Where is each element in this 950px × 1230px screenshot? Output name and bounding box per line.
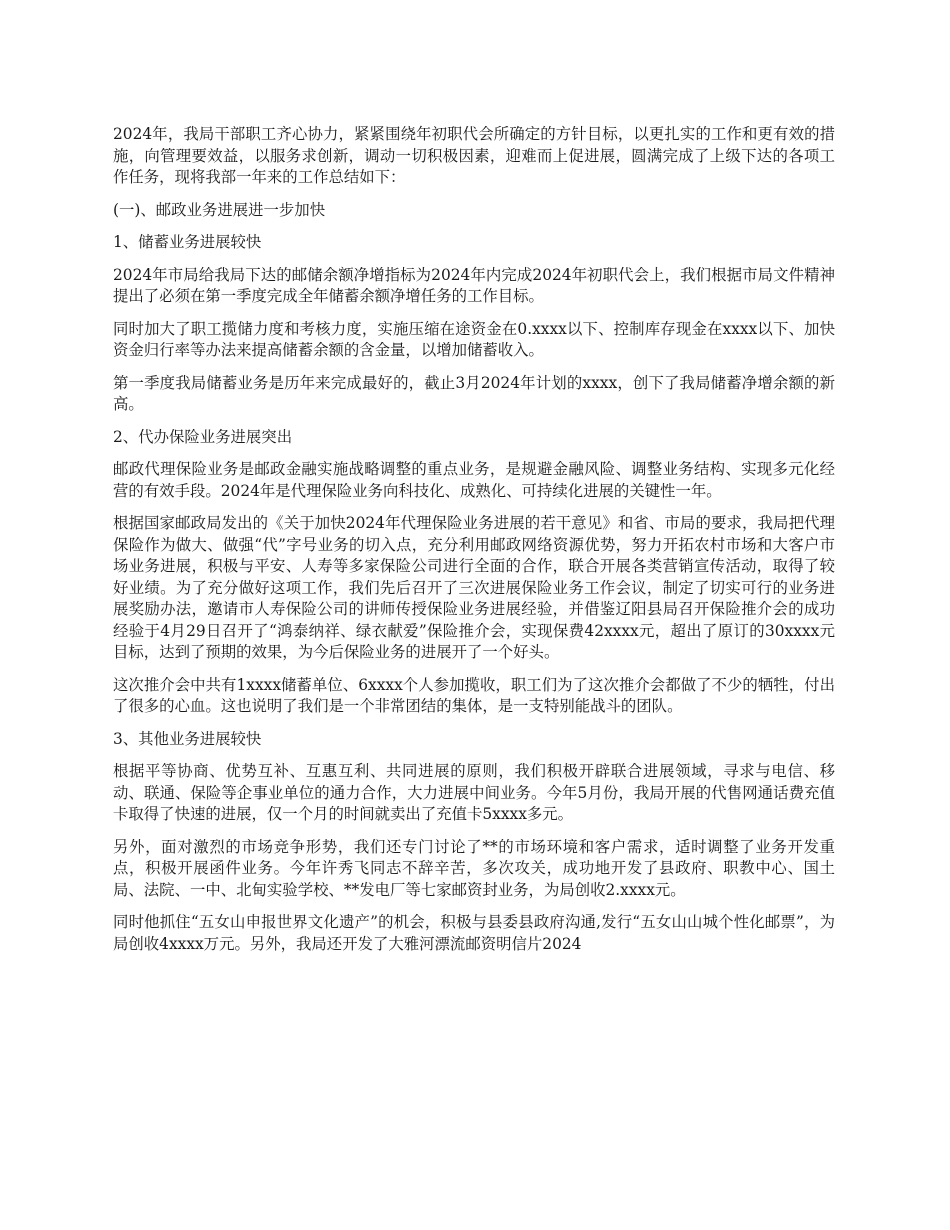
- section-heading-postal-business: (一)、邮政业务进展进一步加快: [113, 200, 326, 219]
- document-body: [113, 124, 835, 966]
- subheading-savings: 1、储蓄业务进展较快: [113, 233, 262, 251]
- mail-business-paragraph: 另外，面对激烈的市场竞争形势，我们还专门讨论了**的市场环境和客户需求，适时调整了业务开发重点，积极开展函件业务。今年许秀飞同志不辞辛苦，多次攻关，成功地开发了县政府、职教中心、国土局、法院、一中、北甸实验学校、**发电厂等七家邮资封业务，为局创收2.xxxx元。: [113, 837, 835, 899]
- savings-target-paragraph: 2024年市局给我局下达的邮储余额净增指标为2024年内完成2024年初职代会上，我们根据市局文件精神提出了必须在第一季度完成全年储蓄余额净增任务的工作目标。: [113, 265, 835, 305]
- intro-paragraph: 2024年，我局干部职工齐心协力，紧紧围绕年初职代会所确定的方针目标，以更扎实的工作和更有效的措施，向管理要效益，以服务求创新，调动一切积极因素，迎难而上促进展，圆满完成了上级下达的各项工作任务，现将我部一年来的工作总结如下：: [113, 125, 835, 186]
- savings-measures-paragraph: 同时加大了职工揽储力度和考核力度，实施压缩在途资金在0.xxxx以下、控制库存现金在xxxx以下、加快资金归行率等办法来提高储蓄余额的含金量，以增加储蓄收入。: [113, 319, 835, 359]
- insurance-intro-paragraph: 邮政代理保险业务是邮政金融实施战略调整的重点业务，是规避金融风险、调整业务结构、实现多元化经营的有效手段。2024年是代理保险业务向科技化、成熟化、可持续化进展的关键性一年。: [113, 460, 835, 500]
- subheading-other-business: 3、其他业务进展较快: [113, 729, 262, 748]
- stamp-business-paragraph: 同时他抓住“五女山申报世界文化遗产”的机会，积极与县委县政府沟通,发行“五女山山城个性化邮票”，为局创收4xxxx万元。另外，我局还开发了大雅河漂流邮资明信片2024: [113, 913, 835, 953]
- insurance-event-paragraph: 这次推介会中共有1xxxx储蓄单位、6xxxx个人参加揽收，职工们为了这次推介会都做了不少的牺牲，付出了很多的心血。这也说明了我们是一个非常团结的集体，是一支特别能战斗的团队。: [113, 675, 835, 715]
- savings-result-paragraph: 第一季度我局储蓄业务是历年来完成最好的，截止3月2024年计划的xxxx，创下了我局储蓄净增余额的新高。: [113, 373, 835, 413]
- other-business-paragraph: 根据平等协商、优势互补、互惠互利、共同进展的原则，我们积极开辟联合进展领域，寻求与电信、移动、联通、保险等企事业单位的通力合作，大力进展中间业务。今年5月份，我局开展的代售网通话费充值卡取得了快速的进展，仅一个月的时间就卖出了充值卡5xxxx多元。: [113, 762, 835, 823]
- insurance-details-paragraph: 根据国家邮政局发出的《关于加快2024年代理保险业务进展的若干意见》和省、市局的要求，我局把代理保险作为做大、做强“代”字号业务的切入点，充分利用邮政网络资源优势，努力开拓农村市场和大客户市场业务进展，积极与平安、人寿等多家保险公司进行全面的合作，联合开展各类营销宣传活动，取得了较好业绩。为了充分做好这项工作，我们先后召开了三次进展保险业务工作会议，制定了切实可行的业务进展奖励办法，邀请市人寿保险公司的讲师传授保险业务进展经验，并借鉴辽阳县局召开保险推介会的成功经验于4月29日召开了“鸿泰纳祥、绿衣献爱”保险推介会，实现保费42xxxx元，超出了原订的30xxxx元目标，达到了预期的效果，为今后保险业务的进展开了一个好头。: [113, 514, 835, 661]
- subheading-insurance: 2、代办保险业务进展突出: [113, 427, 293, 446]
